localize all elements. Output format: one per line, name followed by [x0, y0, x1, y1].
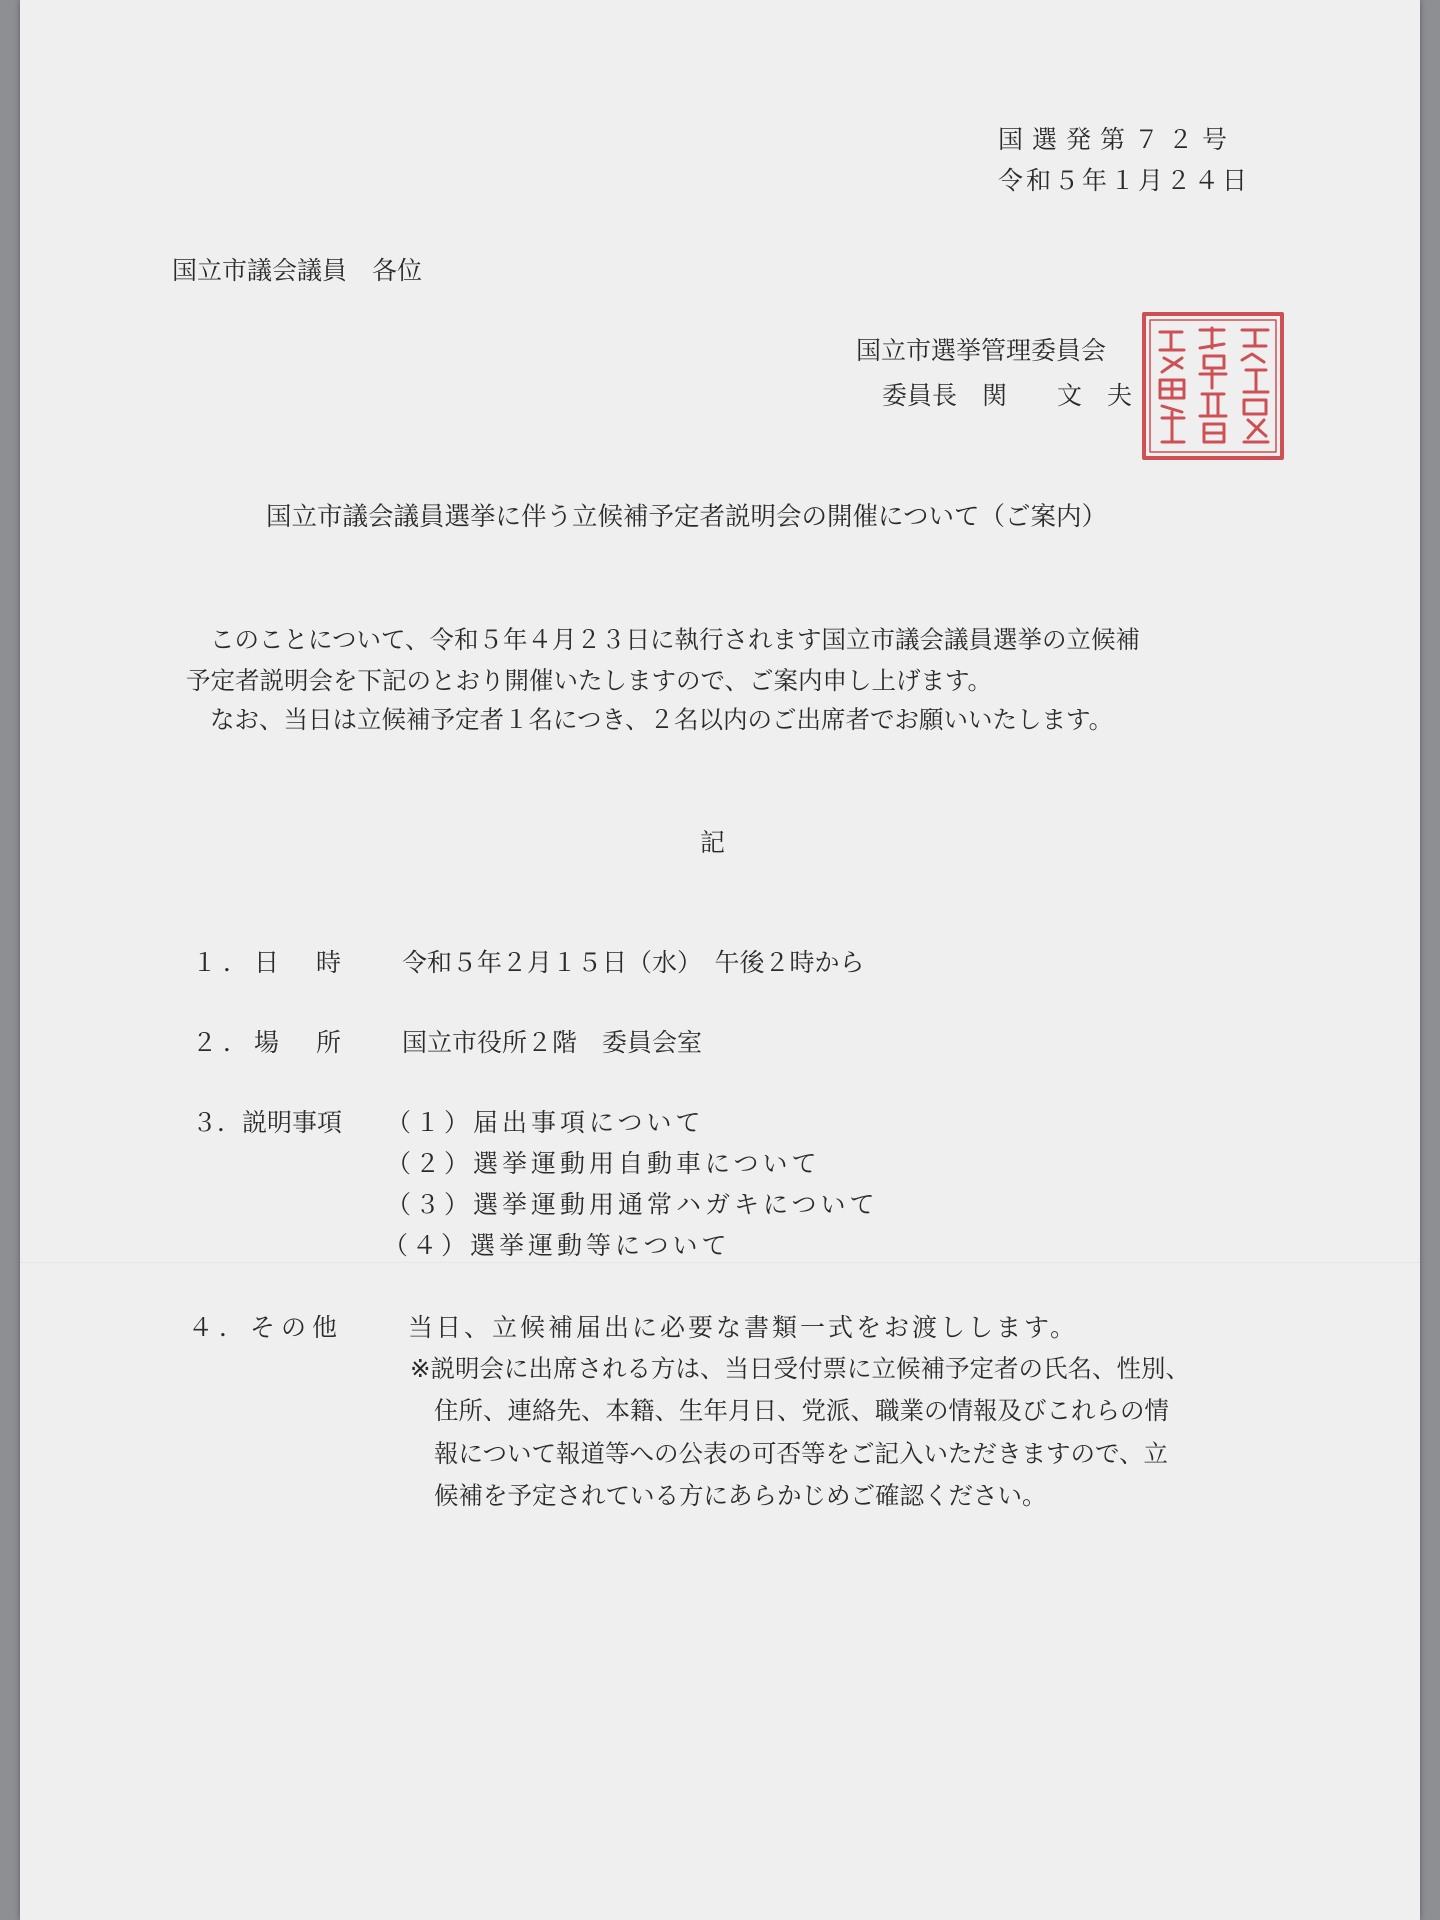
addressee: 国立市議会議員 各位 — [172, 256, 423, 285]
item-3-subitem-2: （２）選挙運動用自動車について — [386, 1149, 821, 1178]
item-4-label: ４．その他 — [188, 1313, 344, 1342]
seal-graphic — [1138, 308, 1288, 464]
item-4-note-line-1: ※説明会に出席される方は、当日受付票に立候補予定者の氏名、性別、 — [410, 1354, 1191, 1383]
item-2-label: ２．場 所 — [192, 1028, 348, 1057]
item-2-value: 国立市役所２階 委員会室 — [402, 1028, 703, 1057]
body-paragraph-1-line-2: 予定者説明会を下記のとおり開催いたしますので、ご案内申し上げます。 — [186, 666, 993, 695]
ki-heading: 記 — [700, 828, 726, 857]
paper-fold-line — [20, 1262, 1420, 1264]
item-3-subitem-4: （４）選挙運動等について — [383, 1231, 731, 1260]
document-date: 令和５年１月２４日 — [998, 166, 1251, 195]
item-4-line-1: 当日、立候補届出に必要な書類一式をお渡しします。 — [408, 1313, 1079, 1342]
item-3-subitem-3: （３）選挙運動用通常ハガキについて — [386, 1190, 879, 1219]
body-paragraph-1-line-1: このことについて、令和５年４月２３日に執行されます国立市議会議員選挙の立候補 — [210, 625, 1141, 654]
item-1-value: 令和５年２月１５日（水） 午後２時から — [402, 948, 865, 977]
document-number: 国選発第７２号 — [998, 125, 1237, 154]
sender-organization: 国立市選挙管理委員会 — [856, 336, 1107, 365]
document-title: 国立市議会議員選挙に伴う立候補予定者説明会の開催について（ご案内） — [266, 502, 1107, 532]
sender-chair: 委員長 関 文 夫 — [882, 381, 1133, 410]
item-1-label: １．日 時 — [192, 948, 348, 977]
body-paragraph-2: なお、当日は立候補予定者１名につき、２名以内のご出席者でお願いいたします。 — [210, 705, 1114, 734]
official-seal-stamp — [1138, 308, 1288, 464]
item-4-note-line-4: 候補を予定されている方にあらかじめご確認ください。 — [434, 1481, 1047, 1510]
item-4-note-line-3: 報について報道等への公表の可否等をご記入いただきますので、立 — [434, 1439, 1169, 1468]
item-4-note-line-2: 住所、連絡先、本籍、生年月日、党派、職業の情報及びこれらの情 — [434, 1396, 1169, 1425]
item-3-subitem-1: （１）届出事項について — [386, 1108, 705, 1137]
item-3-label: ３．説明事項 — [192, 1108, 343, 1137]
